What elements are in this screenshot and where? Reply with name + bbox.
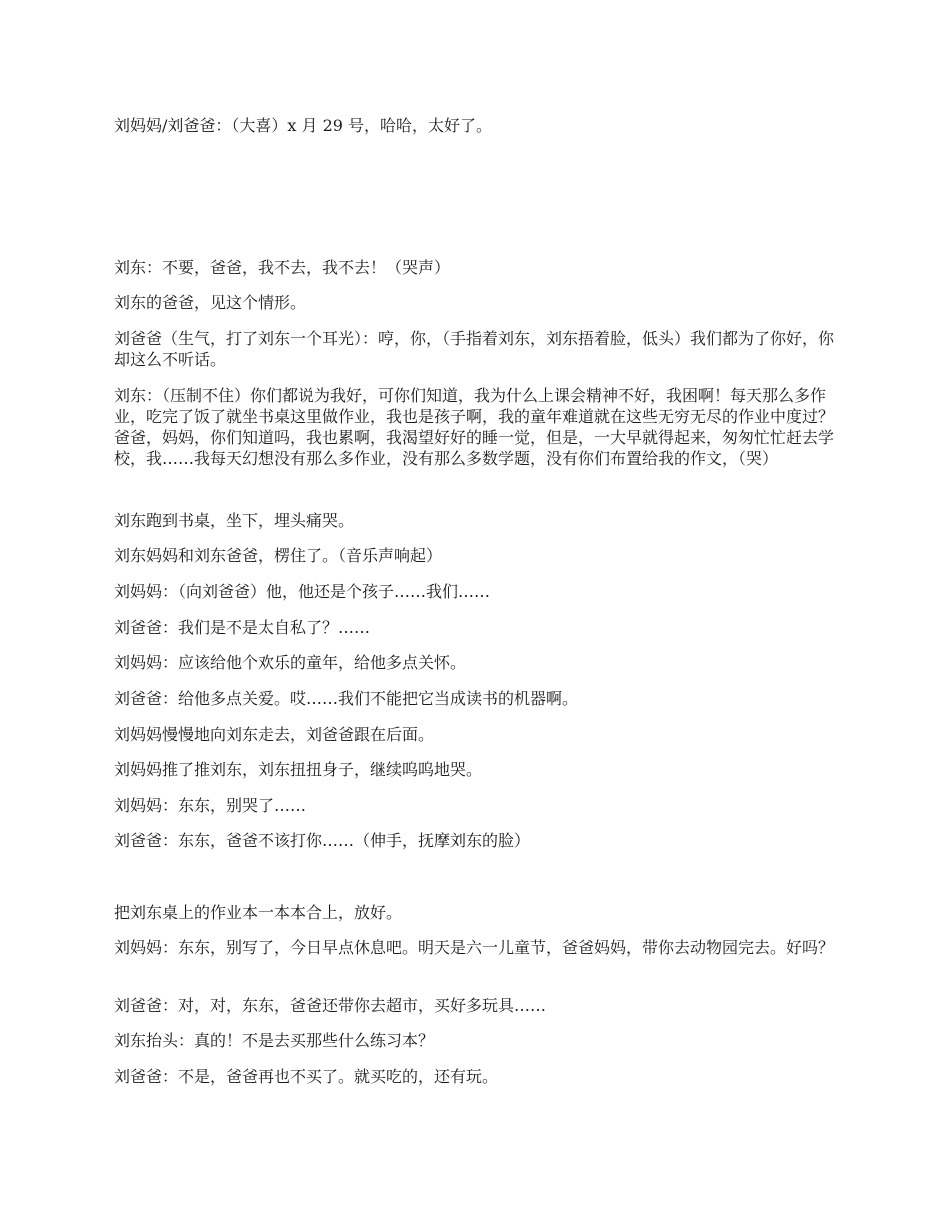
- paragraph-12: 刘妈妈慢慢地向刘东走去，刘爸爸跟在后面。: [114, 725, 435, 744]
- paragraph-19: 刘东抬头：真的！不是去买那些什么练习本？: [114, 1031, 435, 1050]
- paragraph-4: 刘爸爸（生气，打了刘东一个耳光）：哼，你，（手指着刘东，刘东捂着脸，低头）我们都为了你好，你却这么不听话。: [114, 329, 835, 369]
- paragraph-18: 刘爸爸：对，对，东东，爸爸还带你去超市，买好多玩具……: [114, 996, 547, 1015]
- paragraph-14: 刘妈妈：东东，别哭了……: [114, 796, 307, 815]
- paragraph-7: 刘东妈妈和刘东爸爸，楞住了。（音乐声响起）: [114, 546, 443, 565]
- paragraph-15: 刘爸爸：东东，爸爸不该打你……（伸手，抚摩刘东的脸）: [114, 831, 531, 850]
- paragraph-2: 刘东：不要，爸爸，我不去，我不去！（哭声）: [114, 258, 451, 277]
- paragraph-1: 刘妈妈/刘爸爸：（大喜）x 月 29 号，哈哈，太好了。: [114, 116, 493, 135]
- paragraph-17: 刘妈妈：东东，别写了，今日早点休息吧。明天是六一儿童节，爸爸妈妈，带你去动物园完去。好吗？: [114, 938, 835, 957]
- paragraph-3: 刘东的爸爸，见这个情形。: [114, 293, 307, 312]
- paragraph-10: 刘妈妈：应该给他个欢乐的童年，给他多点关怀。: [114, 653, 467, 672]
- paragraph-13: 刘妈妈推了推刘东，刘东扭扭身子，继续呜呜地哭。: [114, 760, 483, 779]
- paragraph-11: 刘爸爸：给他多点关爱。哎……我们不能把它当成读书的机器啊。: [114, 689, 579, 708]
- paragraph-5: 刘东：（压制不住）你们都说为我好，可你们知道，我为什么上课会精神不好，我困啊！每天那么多作业，吃完了饭了就坐书桌这里做作业，我也是孩子啊，我的童年难道就在这些无穷无尽的作业中度过？爸爸，妈妈，你们知道吗，我也累啊，我渴望好好的睡一觉，但是，一大早就得起来，匆匆忙忙赶去学校，我……我每天幻想没有那么多作业，没有那么多数学题，没有你们布置给我的作文，（哭）: [114, 386, 835, 468]
- paragraph-9: 刘爸爸：我们是不是太自私了？……: [114, 618, 371, 637]
- paragraph-20: 刘爸爸：不是，爸爸再也不买了。就买吃的，还有玩。: [114, 1067, 499, 1086]
- paragraph-8: 刘妈妈：（向刘爸爸）他，他还是个孩子……我们……: [114, 582, 491, 601]
- paragraph-6: 刘东跑到书桌，坐下，埋头痛哭。: [114, 511, 355, 530]
- paragraph-16: 把刘东桌上的作业本一本本合上，放好。: [114, 903, 403, 922]
